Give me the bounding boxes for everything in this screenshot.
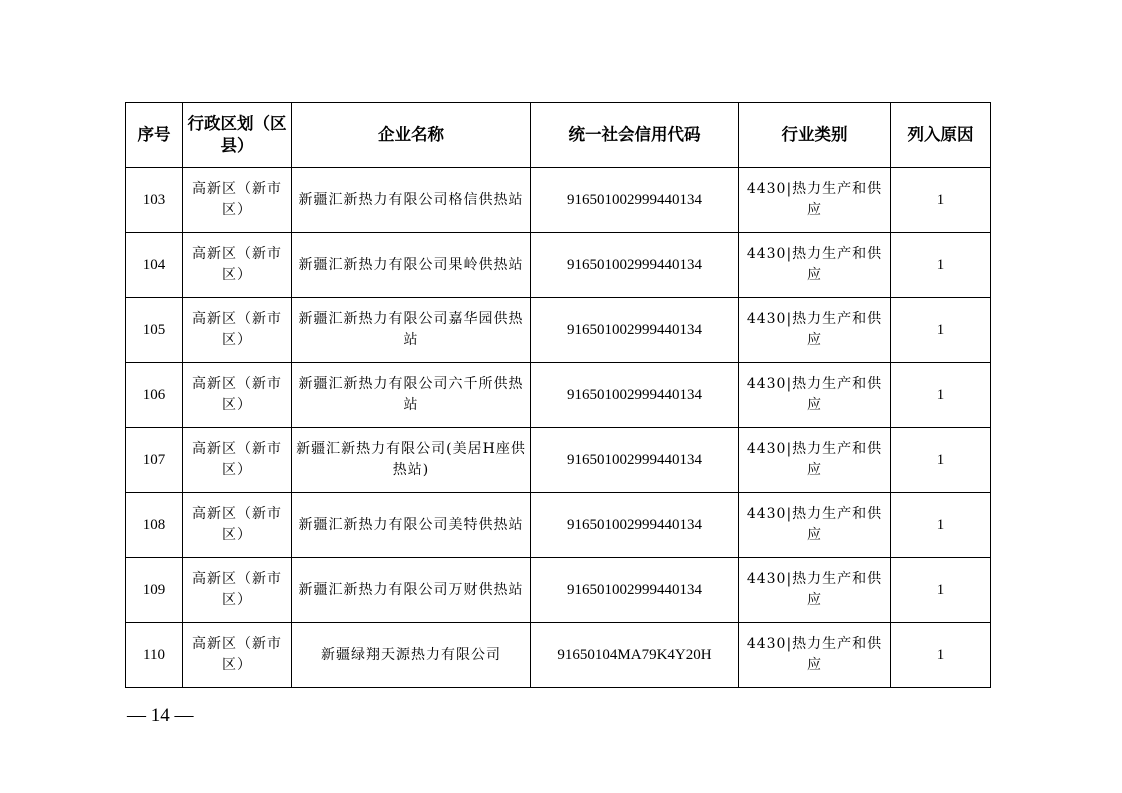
header-industry: 行业类别 [739, 103, 891, 168]
cell-credit-code: 916501002999440134 [531, 493, 739, 558]
header-reason: 列入原因 [891, 103, 991, 168]
cell-industry: 4430|热力生产和供应 [739, 298, 891, 363]
cell-seq: 109 [126, 558, 183, 623]
cell-industry: 4430|热力生产和供应 [739, 493, 891, 558]
table-row [126, 623, 991, 688]
table-row [126, 558, 991, 623]
page-number: — 14 — [127, 705, 194, 726]
cell-industry: 4430|热力生产和供应 [739, 428, 891, 493]
cell-reason: 1 [891, 558, 991, 623]
cell-credit-code: 91650104MA79K4Y20H [531, 623, 739, 688]
cell-industry: 4430|热力生产和供应 [739, 168, 891, 233]
cell-credit-code: 916501002999440134 [531, 233, 739, 298]
table-row [126, 233, 991, 298]
cell-seq: 104 [126, 233, 183, 298]
cell-company: 新疆汇新热力有限公司果岭供热站 [292, 233, 531, 298]
header-district: 行政区划（区县） [183, 103, 292, 168]
header-seq: 序号 [126, 103, 183, 168]
cell-district: 高新区（新市区） [183, 168, 292, 233]
cell-industry: 4430|热力生产和供应 [739, 233, 891, 298]
cell-district: 高新区（新市区） [183, 428, 292, 493]
table-row [126, 298, 991, 363]
cell-company: 新疆汇新热力有限公司格信供热站 [292, 168, 531, 233]
cell-credit-code: 916501002999440134 [531, 298, 739, 363]
cell-seq: 103 [126, 168, 183, 233]
table-header-row [126, 103, 991, 168]
cell-company: 新疆汇新热力有限公司万财供热站 [292, 558, 531, 623]
cell-credit-code: 916501002999440134 [531, 168, 739, 233]
cell-district: 高新区（新市区） [183, 233, 292, 298]
cell-company: 新疆绿翔天源热力有限公司 [292, 623, 531, 688]
cell-district: 高新区（新市区） [183, 493, 292, 558]
cell-reason: 1 [891, 168, 991, 233]
cell-company: 新疆汇新热力有限公司六千所供热站 [292, 363, 531, 428]
cell-seq: 106 [126, 363, 183, 428]
cell-reason: 1 [891, 623, 991, 688]
header-company: 企业名称 [292, 103, 531, 168]
cell-credit-code: 916501002999440134 [531, 428, 739, 493]
cell-seq: 105 [126, 298, 183, 363]
cell-company: 新疆汇新热力有限公司(美居H座供热站) [292, 428, 531, 493]
table-row [126, 363, 991, 428]
cell-district: 高新区（新市区） [183, 623, 292, 688]
cell-reason: 1 [891, 298, 991, 363]
cell-credit-code: 916501002999440134 [531, 558, 739, 623]
cell-industry: 4430|热力生产和供应 [739, 623, 891, 688]
cell-seq: 107 [126, 428, 183, 493]
cell-district: 高新区（新市区） [183, 298, 292, 363]
table-row [126, 493, 991, 558]
cell-industry: 4430|热力生产和供应 [739, 363, 891, 428]
table-row [126, 168, 991, 233]
cell-reason: 1 [891, 233, 991, 298]
cell-reason: 1 [891, 428, 991, 493]
table-row [126, 428, 991, 493]
enterprise-table [125, 102, 991, 688]
cell-company: 新疆汇新热力有限公司美特供热站 [292, 493, 531, 558]
cell-district: 高新区（新市区） [183, 363, 292, 428]
cell-industry: 4430|热力生产和供应 [739, 558, 891, 623]
cell-district: 高新区（新市区） [183, 558, 292, 623]
cell-seq: 110 [126, 623, 183, 688]
cell-reason: 1 [891, 493, 991, 558]
cell-reason: 1 [891, 363, 991, 428]
cell-seq: 108 [126, 493, 183, 558]
header-credit-code: 统一社会信用代码 [531, 103, 739, 168]
cell-company: 新疆汇新热力有限公司嘉华园供热站 [292, 298, 531, 363]
cell-credit-code: 916501002999440134 [531, 363, 739, 428]
